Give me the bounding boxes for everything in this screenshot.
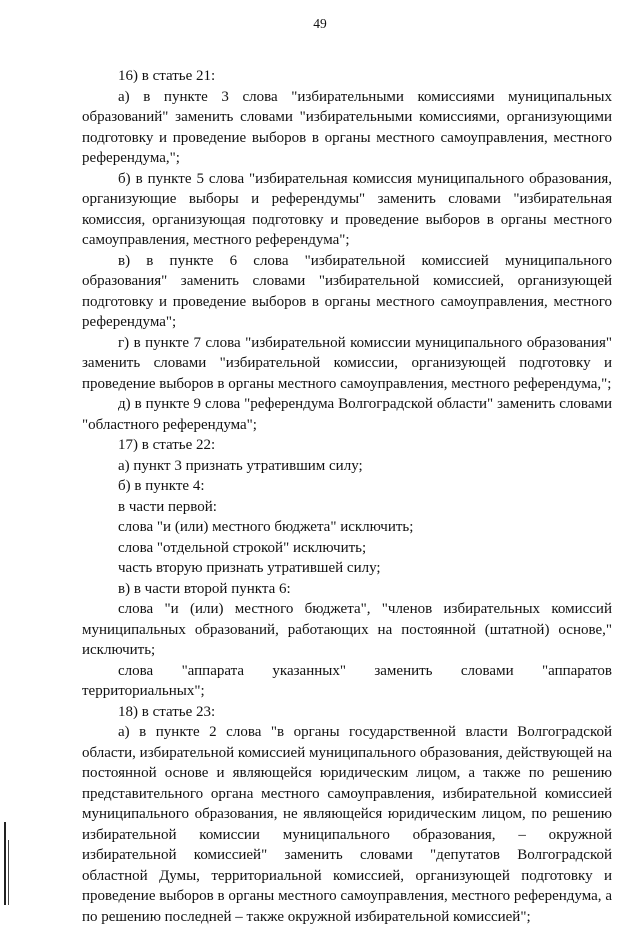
paragraph-21-b: б) в пункте 5 слова "избирательная комиссия муниципального образования, организующие выборы и референдумы" заменить словами "избирательная комиссия, организующая подготовку и проведение выборов в органы местного самоуправления, местного референдума"; [82,170,612,248]
paragraph-21-g: г) в пункте 7 слова "избирательной комиссии муниципального образования" заменить словами "избирательной комиссии, организующей подготовку и проведение выборов в органы местного самоуправления, местного референдума,"; [82,334,612,392]
paragraph-22-b-item-2: слова "отдельной строкой" исключить; [118,539,367,556]
paragraph-22-b: б) в пункте 4: [118,478,205,494]
paragraph-23-a: а) в пункте 2 слова "в органы государственной власти Волгоградской области, избирательной комиссией муниципального образования, действующей на постоянной основе и являющейся юридическим лицом, а также по решению представительного органа местного самоуправления, избирательной комиссией муниципального образования, не являющейся юридическим лицом, по решению избирательной комиссии муниципального образования, – окружной избирательной комиссией" заменить словами "депутатов Волгоградской областной Думы, территориальной комиссией, организующей подготовку и проведение выборов в органы местного самоуправления, местного референдума, а по решению последней – также окружной избирательной комиссией"; [82,724,612,925]
scan-edge-line-secondary [8,840,9,905]
paragraph-21-a: а) в пункте 3 слова "избирательными комиссиями муниципальных образований" заменить словами "избирательными комиссиями, организующими подготовку и проведение выборов в органы местного самоуправления, местного референдума,"; [82,88,612,166]
paragraph-article-23: 18) в статье 23: [118,703,216,720]
paragraph-22-a: а) пункт 3 признать утратившим силу; [118,457,363,474]
scan-edge-line [4,822,6,905]
paragraph-21-d: д) в пункте 9 слова "референдума Волгоградской области" заменить словами "областного референдума"; [82,396,612,433]
paragraph-21-v: в) в пункте 6 слова "избирательной комиссией муниципального образования" заменить словами "избирательной комиссией, организующей подготовку и проведение выборов в органы местного самоуправления, местного референдума"; [82,252,612,330]
page-number: 49 [313,16,327,31]
paragraph-article-21: 16) в статье 21: [118,68,216,84]
paragraph-22-b-item-3: часть вторую признать утратившей силу; [118,560,381,576]
paragraph-22-v-item-1: слова "и (или) местного бюджета", "членов избирательных комиссий муниципальных образований, работающих на постоянной (штатной) основе," исключить; [82,601,612,658]
paragraph-article-22: 17) в статье 22: [118,437,216,453]
paragraph-22-b-part-1: в части первой: [118,498,217,515]
paragraph-22-b-item-1: слова "и (или) местного бюджета" исключить; [118,519,414,535]
paragraph-22-v: в) в части второй пункта 6: [118,580,291,597]
paragraph-22-v-item-2: слова "аппарата указанных" заменить словами "аппаратов территориальных"; [82,662,612,699]
document-body [82,66,612,927]
